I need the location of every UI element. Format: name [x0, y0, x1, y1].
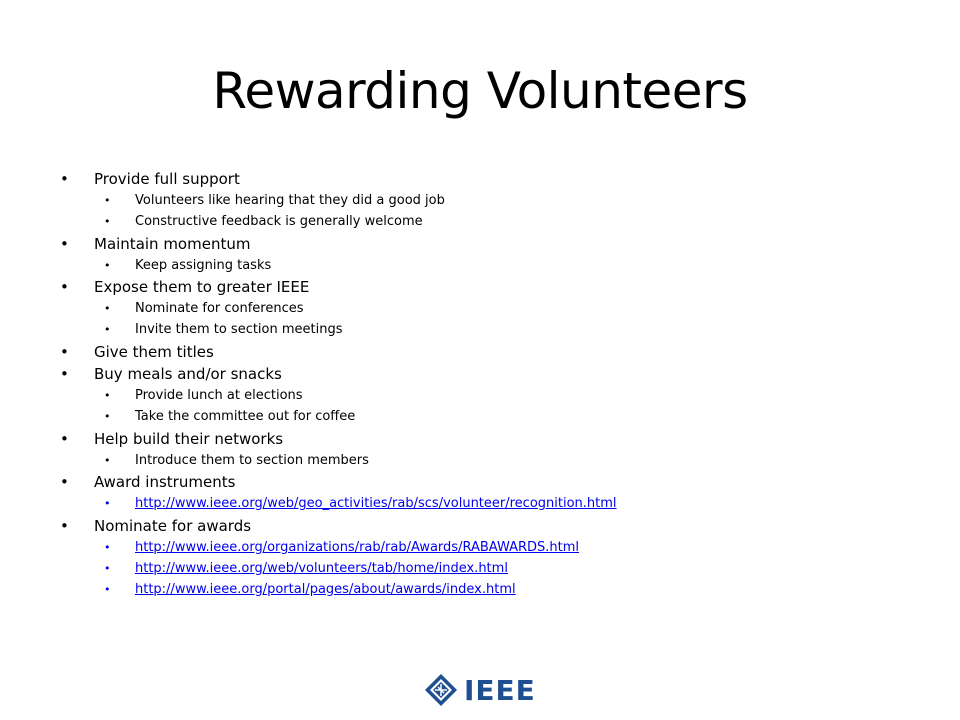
- sub-bullet-list: [94, 191, 910, 231]
- sub-bullet-list: [94, 451, 910, 470]
- ieee-diamond-icon: [424, 673, 458, 707]
- ieee-logo-text: IEEE: [464, 673, 536, 707]
- ieee-logo: [424, 672, 544, 708]
- bullet-text: • Nominate for awards: [94, 517, 251, 535]
- bullet-text: • Provide full support: [94, 170, 240, 188]
- sub-bullet-link[interactable]: • http://www.ieee.org/portal/pages/about/awards/index.html: [60, 580, 910, 599]
- sub-bullet-list: [94, 494, 910, 513]
- sub-bullet-link[interactable]: • http://www.ieee.org/organizations/rab/rab/Awards/RABAWARDS.html: [60, 538, 910, 557]
- sub-bullet-item: • Nominate for conferences: [60, 299, 910, 318]
- sub-bullet-item: • Constructive feedback is generally welcome: [60, 212, 910, 231]
- bullet-item: [60, 516, 910, 599]
- bullet-item: [60, 277, 910, 339]
- bullet-item: [60, 472, 910, 513]
- bullet-item: [60, 342, 910, 362]
- bullet-text: • Help build their networks: [94, 430, 283, 448]
- bullet-text: • Award instruments: [94, 473, 235, 491]
- sub-bullet-item: • Keep assigning tasks: [60, 256, 910, 275]
- sub-bullet-list: [94, 538, 910, 599]
- bullet-list-items: [60, 169, 910, 599]
- bullet-text: • Give them titles: [94, 343, 214, 361]
- bullet-text: • Maintain momentum: [94, 235, 250, 253]
- bullet-item: [60, 234, 910, 275]
- sub-bullet-item: • Invite them to section meetings: [60, 320, 910, 339]
- bullet-text: • Expose them to greater IEEE: [94, 278, 309, 296]
- bullet-text: • Buy meals and/or snacks: [94, 365, 282, 383]
- sub-bullet-item: • Volunteers like hearing that they did a good job: [60, 191, 910, 210]
- sub-bullet-item: • Take the committee out for coffee: [60, 407, 910, 426]
- bullet-item: [60, 429, 910, 470]
- sub-bullet-link[interactable]: • http://www.ieee.org/web/geo_activities/rab/scs/volunteer/recognition.html: [60, 494, 910, 513]
- sub-bullet-list: [94, 386, 910, 426]
- bullet-item: [60, 169, 910, 231]
- sub-bullet-list: [94, 299, 910, 339]
- bullet-item: [60, 364, 910, 426]
- slide-title: Rewarding Volunteers: [212, 62, 748, 120]
- sub-bullet-item: • Provide lunch at elections: [60, 386, 910, 405]
- bullet-list: [60, 169, 910, 601]
- sub-bullet-link[interactable]: • http://www.ieee.org/web/volunteers/tab/home/index.html: [60, 559, 910, 578]
- sub-bullet-list: [94, 256, 910, 275]
- sub-bullet-item: • Introduce them to section members: [60, 451, 910, 470]
